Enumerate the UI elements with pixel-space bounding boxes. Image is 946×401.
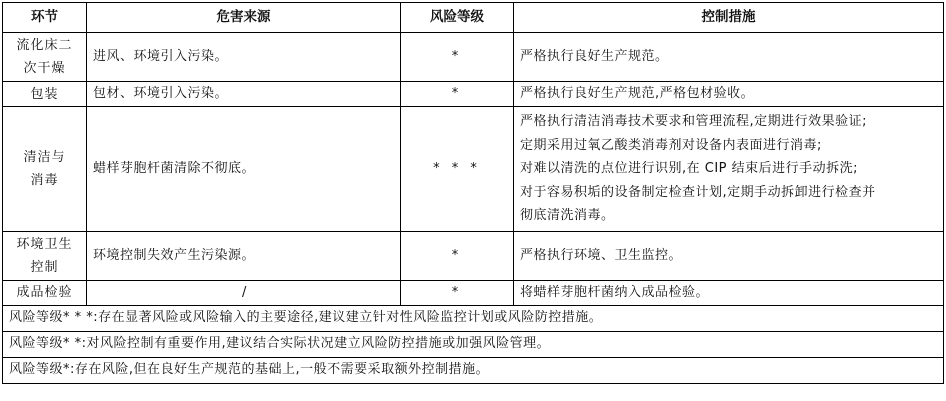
control-line: 对于容易积垢的设备制定检查计划,定期手动拆卸进行检查并 [520,184,876,200]
note-row [3,357,944,383]
table-row [3,82,944,107]
stage-line: 包装 [30,86,59,102]
stage-line: 控制 [30,260,59,275]
header-stage: 环节 [3,3,87,33]
control-line: 严格执行良好生产规范。 [520,49,669,65]
note-row [3,305,944,331]
table-row [3,33,944,82]
risk-level-note-3: 风险等级* * *:存在显著风险或风险输入的主要途径,建议建立针对性风险监控计划或风险防控措施。 [3,305,944,331]
stage-line: 清洁与 [23,150,66,165]
control-cell [514,232,944,281]
risk-level-note-1: 风险等级*:存在风险,但在良好生产规范的基础上,一般不需要采取额外控制措施。 [3,357,944,383]
table-row [3,107,944,232]
control-line: 严格执行良好生产规范,严格包材验收。 [520,86,755,102]
hazard-cell: 包材、环境引入污染。 [87,82,401,107]
stage-line: 成品检验 [16,285,73,301]
control-line: 严格执行清洁消毒技术要求和管理流程,定期进行效果验证; [520,114,868,130]
table-row [3,232,944,281]
stage-cell [3,232,87,281]
stage-cell [3,82,87,107]
note-row [3,331,944,357]
risk-control-table [2,2,944,384]
risk-level-cell: * [401,281,514,306]
header-control-measures: 控制措施 [514,3,944,33]
table-header-row [3,3,944,33]
control-cell [514,107,944,232]
hazard-cell: 进风、环境引入污染。 [87,33,401,82]
risk-level-cell: * * * [401,107,514,232]
stage-line: 环境卫生 [16,237,73,252]
stage-cell [3,33,87,82]
header-risk-level: 风险等级 [401,3,514,33]
risk-level-cell: * [401,33,514,82]
hazard-cell: 环境控制失效产生污染源。 [87,232,401,281]
hazard-cell: / [87,281,401,306]
control-line: 定期采用过氧乙酸类消毒剂对设备内表面进行消毒; [520,137,822,153]
risk-level-cell: * [401,82,514,107]
control-line: 将蜡样芽胞杆菌纳入成品检验。 [520,285,710,300]
control-cell [514,33,944,82]
stage-line: 流化床二 [16,38,73,53]
control-cell [514,281,944,306]
risk-level-note-2: 风险等级* *:对风险控制有重要作用,建议结合实际状况建立风险防控措施或加强风险管理。 [3,331,944,357]
stage-line: 次干燥 [23,61,66,76]
control-line: 对难以清洗的点位进行识别,在 CIP 结束后进行手动拆洗; [520,161,859,177]
stage-cell [3,107,87,232]
header-hazard-source: 危害来源 [87,3,401,33]
stage-cell [3,281,87,306]
risk-level-cell: * [401,232,514,281]
control-cell [514,82,944,107]
control-line: 彻底清洗消毒。 [520,208,615,224]
control-line: 严格执行环境、卫生监控。 [520,248,683,264]
table-row [3,281,944,306]
stage-line: 消毒 [30,173,59,188]
hazard-cell: 蜡样芽胞杆菌清除不彻底。 [87,107,401,232]
